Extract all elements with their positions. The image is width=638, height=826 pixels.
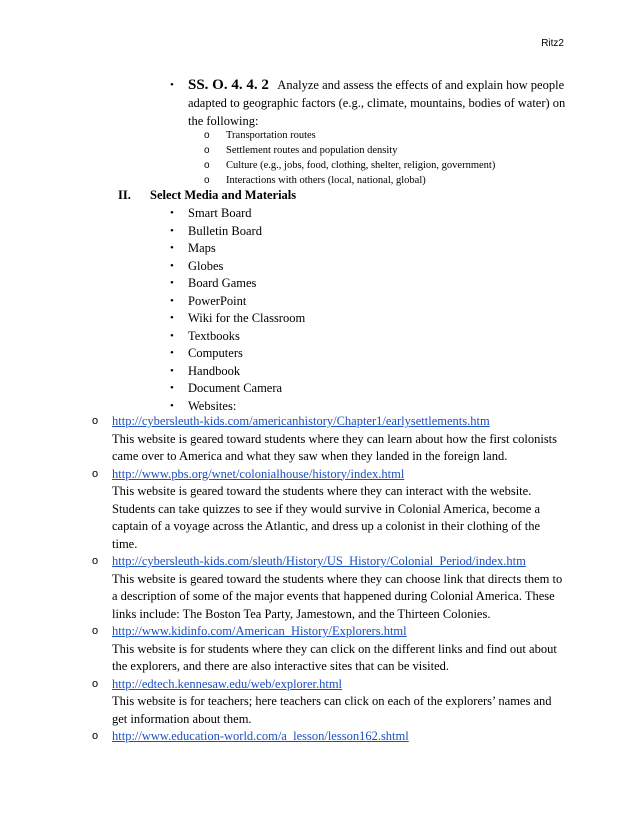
list-item [204,128,564,143]
bullet-icon: • [170,79,174,91]
bullet-icon: • [170,382,174,394]
section-title: Select Media and Materials [150,188,297,202]
list-item-text: Maps [188,241,216,255]
bullet-icon: • [170,224,174,237]
list-item [170,328,305,346]
list-item-text: Websites: [188,398,237,413]
list-item [170,240,305,258]
website-item [92,676,567,729]
standard-text: Analyze and assess the effects of and explain how people adapted to geographic factors (e.g., climate, mountains, bodies of water) on the following: [188,78,566,128]
bullet-icon: • [170,242,174,254]
website-item [92,466,567,554]
circle-bullet-icon: o [204,175,210,186]
list-item-text: PowerPoint [188,293,247,308]
list-item [204,143,564,158]
standard-code: SS. O. 4. 4. 2 [188,77,269,93]
list-item [170,293,305,311]
standard-block [170,76,570,130]
list-item-text: Board Games [188,276,257,290]
website-item [92,728,567,746]
list-item [204,158,564,173]
website-description: This website is geared toward the students where they can choose link that directs them to a description of some of the major events that happened during Colonial America. These links include: The Boston Tea Party, Jamestown, and the Thirteen Colonies. [112,571,563,621]
website-item [92,623,567,676]
website-description: This website is for teachers; here teachers can click on each of the explorers’ names and get information about them. [112,694,552,726]
circle-bullet-icon: o [204,145,210,156]
website-link[interactable]: http://www.pbs.org/wnet/colonialhouse/history/index.html [112,466,405,481]
website-link[interactable]: http://cybersleuth-kids.com/americanhistory/Chapter1/earlysettlements.htm [112,414,490,428]
circle-bullet-icon: o [92,677,99,690]
standard-body [188,76,570,130]
bullet-icon: • [170,277,174,289]
bullet-icon: • [170,347,174,359]
list-item [170,310,305,328]
list-item-text: Transportation routes [226,130,316,141]
circle-bullet-icon: o [92,467,99,480]
section-number: II. [118,188,131,202]
list-item [170,205,305,223]
list-item [170,345,305,363]
list-item-text: Document Camera [188,381,283,395]
list-item-text: Culture (e.g., jobs, food, clothing, shelter, religion, government) [226,160,496,171]
website-link[interactable]: http://www.kidinfo.com/American_History/Explorers.html [112,624,407,638]
list-item-text: Globes [188,258,224,273]
list-item-text: Textbooks [188,328,240,343]
list-item-text: Handbook [188,363,241,378]
list-item-text: Settlement routes and population density [226,145,398,156]
website-link[interactable]: http://www.education-world.com/a_lesson/lesson162.shtml [112,729,409,743]
bullet-icon: • [170,207,174,219]
list-item [170,363,305,381]
list-item-text: Bulletin Board [188,223,262,238]
websites-list [92,413,567,746]
circle-bullet-icon: o [92,625,99,637]
website-item [92,553,567,623]
bullet-icon: • [170,294,174,307]
circle-bullet-icon: o [92,555,99,567]
circle-bullet-icon: o [92,415,99,427]
circle-bullet-icon: o [204,130,210,141]
list-item-text: Interactions with others (local, national, global) [226,175,426,186]
list-item-text: Computers [188,346,243,360]
website-link[interactable]: http://edtech.kennesaw.edu/web/explorer.html [112,676,343,691]
website-description: This website is for students where they can click on the different links and find out about the explorers, and there are also interactive sites that can be visited. [112,641,557,673]
bullet-icon: • [170,364,174,377]
list-item-text: Wiki for the Classroom [188,311,306,325]
list-item [170,258,305,276]
list-item-text: Smart Board [188,206,252,220]
bullet-icon: • [170,312,174,324]
standard-subitems [204,128,564,188]
list-item [170,223,305,241]
bullet-icon: • [170,399,174,412]
circle-bullet-icon: o [204,160,210,171]
running-head: Ritz2 [541,38,564,49]
list-item [170,380,305,398]
circle-bullet-icon: o [92,730,99,742]
website-link[interactable]: http://cybersleuth-kids.com/sleuth/History/US_History/Colonial_Period/index.htm [112,554,526,568]
section-heading [118,188,296,203]
list-item [170,275,305,293]
list-item [204,173,564,188]
website-item [92,413,567,466]
bullet-icon: • [170,259,174,272]
bullet-icon: • [170,329,174,342]
materials-list [170,205,305,415]
website-description: This website is geared toward the students where they can interact with the website. Students can take quizzes to see if they would survive in Colonial America, become a captain of a voyage across the Atlantic, and dress up a colonist in their clothing of the time. [112,484,541,551]
website-description: This website is geared toward students where they can learn about how the first colonists came over to America and what they saw when they landed in the foreign land. [112,431,558,463]
